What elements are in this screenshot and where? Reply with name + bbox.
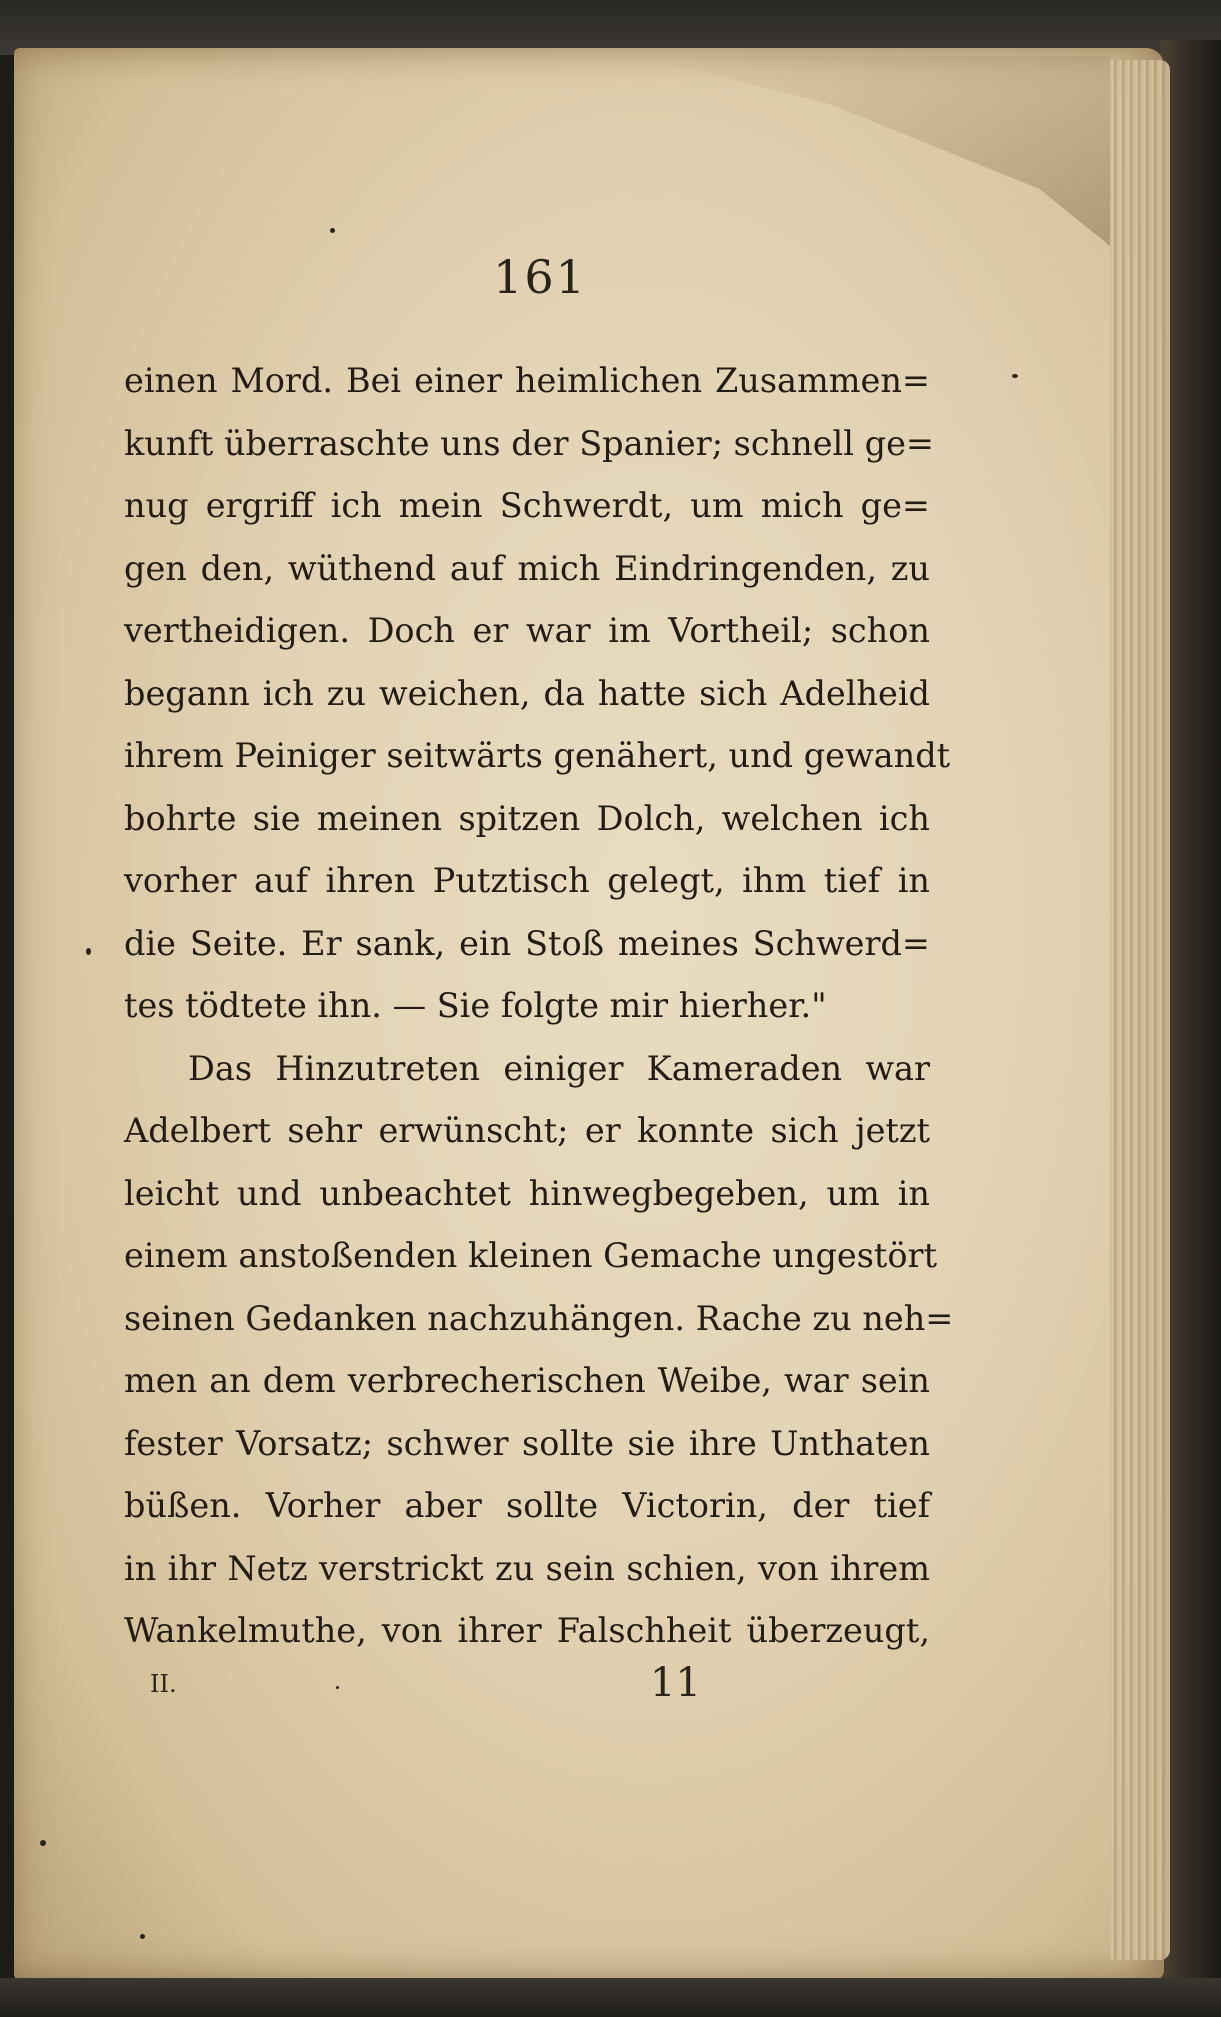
text-line: begann ich zu weichen, da hatte sich Adelheid: [124, 673, 930, 713]
paper-speck: [140, 1934, 145, 1939]
paper-speck: [330, 228, 335, 233]
text-line: fester Vorsatz; schwer sollte sie ihre Unthaten: [124, 1423, 930, 1463]
text-line: nug ergriff ich mein Schwerdt, um mich ge=: [124, 486, 930, 525]
sheet-number: 11: [650, 1660, 701, 1706]
signature-mark: II.: [150, 1670, 177, 1698]
text-line: kunft überraschte uns der Spanier; schnell ge=: [124, 423, 934, 463]
text-line: gen den, wüthend auf mich Eindringenden, zu: [124, 548, 930, 588]
text-line: tes tödtete ihn. — Sie folgte mir hierher.": [124, 986, 827, 1025]
scan-top-edge: [0, 0, 1221, 55]
text-line: die Seite. Er sank, ein Stoß meines Schwerd=: [124, 923, 930, 963]
text-line: vorher auf ihren Putztisch gelegt, ihm tief in: [124, 861, 930, 900]
paper-speck: [86, 948, 91, 955]
page-number: 161: [493, 250, 587, 304]
text-line: men an dem verbrecherischen Weibe, war sein: [124, 1361, 930, 1400]
paper-speck: [40, 1840, 46, 1846]
text-line: leicht und unbeachtet hinwegbegeben, um in: [124, 1173, 930, 1213]
text-line: ihrem Peiniger seitwärts genähert, und gewandt: [124, 736, 951, 775]
text-line: bohrte sie meinen spitzen Dolch, welchen ich: [124, 798, 930, 838]
body-text: [124, 350, 954, 1663]
scan-bottom-edge: [0, 1978, 1221, 2017]
text-line: Adelbert sehr erwünscht; er konnte sich jetzt: [124, 1111, 930, 1150]
text-line: seinen Gedanken nachzuhängen. Rache zu neh=: [124, 1298, 954, 1338]
paper-speck: [1012, 374, 1018, 378]
text-line: büßen. Vorher aber sollte Victorin, der tief: [124, 1486, 930, 1525]
text-line: Wankelmuthe, von ihrer Falschheit überzeugt,: [124, 1611, 930, 1650]
paper-speck: [336, 1686, 339, 1689]
page-stack-edge: [1110, 60, 1170, 1960]
text-line: einem anstoßenden kleinen Gemache ungestört: [124, 1236, 938, 1275]
text-line: in ihr Netz verstrickt zu sein schien, von ihrem: [124, 1548, 930, 1588]
text-line: vertheidigen. Doch er war im Vortheil; schon: [124, 611, 930, 650]
text-line: einen Mord. Bei einer heimlichen Zusammen=: [124, 361, 930, 400]
text-line: Das Hinzutreten einiger Kameraden war: [188, 1048, 930, 1088]
